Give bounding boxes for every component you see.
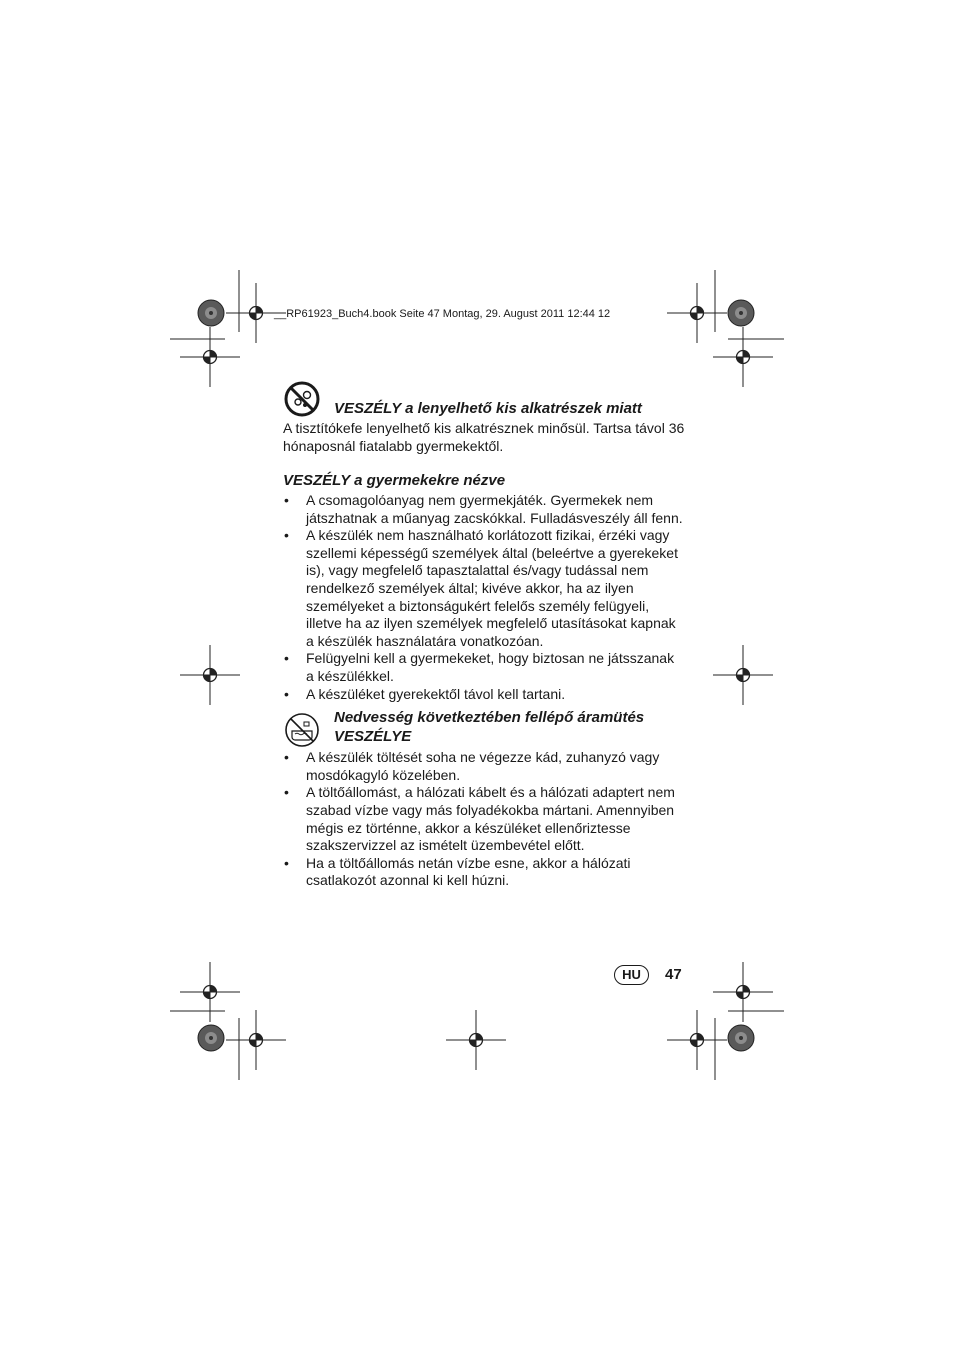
list-item: • A készülék töltését soha ne végezze kád, zuhanyzó vagy mosdókagyló közelében. (283, 749, 685, 784)
moisture-warning-list (283, 749, 685, 890)
list-item: • A készülék nem használható korlátozott fizikai, érzéki vagy szellemi képességű személyek által (beleértve a gyerekeket is), vagy megfelelő tapasztalattal és/vagy tudással nem rendelkező személyek által; kivéve akkor, ha az ilyen személyeket a biztonságukért felelős személy felügyeli, illetve ha az ilyen személyek megfelelő utasításokat kapnak a készülék használatára vonatkozóan. (283, 527, 685, 650)
language-badge: HU (614, 965, 649, 985)
page-content (283, 380, 685, 890)
section-title-line2: VESZÉLYE (334, 728, 412, 746)
children-warning-list (283, 492, 685, 703)
section-title: VESZÉLY a lenyelhető kis alkatrészek miatt (334, 400, 642, 417)
list-item: • A csomagolóanyag nem gyermekjáték. Gyermekek nem játszhatnak a műanyag zacskókkal. Fulladásveszély áll fenn. (283, 492, 685, 527)
small-parts-text: A tisztítókefe lenyelhető kis alkatrésznek minősül. Tartsa távol 36 hónaposnál fiatalabb gyermekektől. (283, 420, 685, 454)
no-water-bath-icon (283, 711, 321, 749)
no-small-parts-icon (283, 380, 321, 418)
section-title-line1: Nedvesség következtében fellépő áramütés (334, 709, 645, 727)
section-title: VESZÉLY a gyermekekre nézve (283, 472, 506, 489)
print-header-line: __RP61923_Buch4.book Seite 47 Montag, 29. August 2011 12:44 12 (274, 308, 611, 320)
small-parts-heading (283, 380, 685, 420)
list-item: • Felügyelni kell a gyermekeket, hogy biztosan ne játsszanak a készülékkel. (283, 650, 685, 685)
list-item: • Ha a töltőállomás netán vízbe esne, akkor a hálózati csatlakozót azonnal ki kell húzni. (283, 855, 685, 890)
page-number: 47 (665, 966, 682, 983)
list-item: • A készüléket gyerekektől távol kell tartani. (283, 686, 685, 704)
list-item: • A töltőállomást, a hálózati kábelt és a hálózati adaptert nem szabad vízbe vagy más folyadékokba mártani. Amennyiben mégis ez történne, akkor a készüléket ellenőriztesse szakszervizzel az ismételt üzembevétel előtt. (283, 784, 685, 854)
moisture-heading (283, 709, 685, 749)
